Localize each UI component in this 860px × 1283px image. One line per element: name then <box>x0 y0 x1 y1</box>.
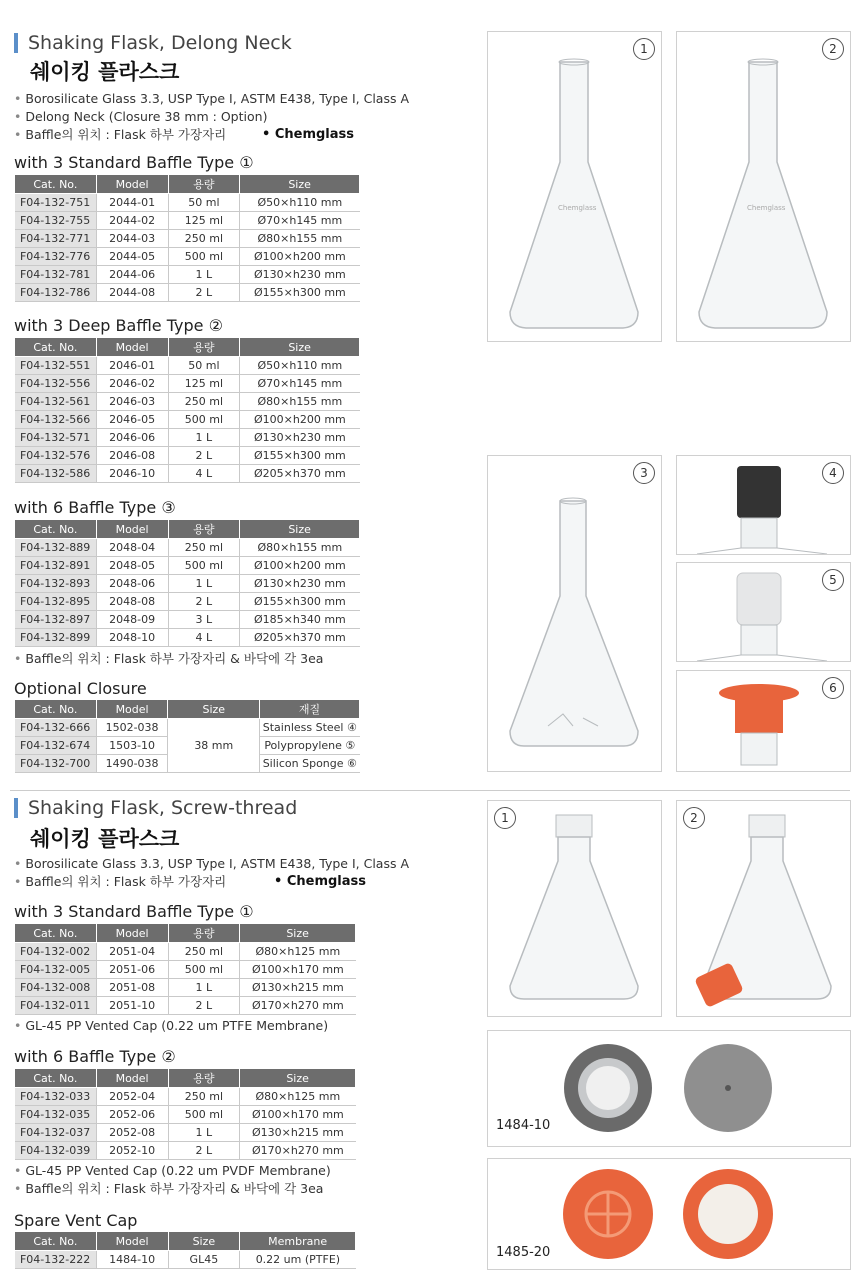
flask-image <box>677 32 850 341</box>
col-header: Model <box>96 520 168 539</box>
closure-size: 38 mm <box>168 719 260 773</box>
flask-with-cap-image <box>677 801 850 1016</box>
table-row: F04-132-566 2046-05 500 ml Ø100×h200 mm <box>15 411 360 429</box>
table-row: F04-132-776 2044-05 500 ml Ø100×h200 mm <box>15 248 360 266</box>
flask-photo-2 <box>676 31 851 342</box>
table-title: with 6 Baffle Type ② <box>14 1047 176 1066</box>
table-row: F04-132-889 2048-04 250 ml Ø80×h155 mm <box>15 539 360 557</box>
table-row: F04-132-008 2051-08 1 L Ø130×h215 mm <box>15 979 356 997</box>
table-row: F04-132-897 2048-09 3 L Ø185×h340 mm <box>15 611 360 629</box>
col-header: 재질 <box>260 700 360 719</box>
col-header: Cat. No. <box>15 1232 97 1251</box>
note: • GL-45 PP Vented Cap (0.22 um PVDF Membrane) <box>14 1163 331 1178</box>
col-header: 용량 <box>168 338 240 357</box>
col-header: Size <box>168 700 260 719</box>
table-row: F04-132-755 2044-02 125 ml Ø70×h145 mm <box>15 212 360 230</box>
col-header: Cat. No. <box>15 924 97 943</box>
table-row: F04-132-899 2048-10 4 L Ø205×h370 mm <box>15 629 360 647</box>
table-row: F04-132-561 2046-03 250 ml Ø80×h155 mm <box>15 393 360 411</box>
cap-model-label: 1484-10 <box>496 1118 551 1133</box>
note: • Baffle의 위치 : Flask 하부 가장자리 & 바닥에 각 3ea <box>14 1181 324 1196</box>
spec-table <box>14 519 360 647</box>
table-row: F04-132-666 1502-038 38 mm Stainless Steel ④ <box>15 719 360 737</box>
col-header: Size <box>240 520 360 539</box>
col-header: 용량 <box>168 1069 240 1088</box>
col-header: 용량 <box>168 175 240 194</box>
spec-table <box>14 1068 356 1160</box>
table-row: F04-132-033 2052-04 250 ml Ø80×h125 mm <box>15 1088 356 1106</box>
photo-number: 4 <box>822 462 844 484</box>
title-accent-bar <box>14 798 18 818</box>
photo-number: 2 <box>822 38 844 60</box>
col-header: Cat. No. <box>15 520 97 539</box>
col-header: Membrane <box>240 1232 356 1251</box>
flask-photo-3 <box>487 455 662 772</box>
photo-number: 2 <box>683 807 705 829</box>
flask-image <box>488 456 661 771</box>
spec-table <box>14 337 360 483</box>
col-header: Model <box>96 175 168 194</box>
col-header: Model <box>96 1232 168 1251</box>
bullet: • Borosilicate Glass 3.3, USP Type I, ASTM E438, Type I, Class A <box>14 91 410 106</box>
section1-korean-title: 쉐이킹 플라스크 <box>30 60 180 84</box>
vent-cap-photo-1484 <box>487 1030 851 1147</box>
vent-cap-table <box>14 1231 356 1269</box>
vent-cap-photo-1485 <box>487 1158 851 1270</box>
col-header: Model <box>96 700 168 719</box>
col-header: Size <box>168 1232 240 1251</box>
bullet: • Baffle의 위치 : Flask 하부 가장자리 <box>14 874 227 889</box>
photo-number: 1 <box>494 807 516 829</box>
table-row: F04-132-005 2051-06 500 ml Ø100×h170 mm <box>15 961 356 979</box>
col-header: Size <box>240 924 356 943</box>
col-header: Size <box>240 175 360 194</box>
table-row: F04-132-551 2046-01 50 ml Ø50×h110 mm <box>15 357 360 375</box>
table-title: with 3 Standard Baffle Type ① <box>14 153 254 172</box>
flask-photo-1 <box>487 31 662 342</box>
col-header: Model <box>96 1069 168 1088</box>
table-row: F04-132-035 2052-06 500 ml Ø100×h170 mm <box>15 1106 356 1124</box>
table-row: F04-132-751 2044-01 50 ml Ø50×h110 mm <box>15 194 360 212</box>
table-row: F04-132-222 1484-10 GL45 0.22 um (PTFE) <box>15 1251 356 1269</box>
svg-text:Chemglass: Chemglass <box>558 204 597 212</box>
col-header: Cat. No. <box>15 338 97 357</box>
table-note: • Baffle의 위치 : Flask 하부 가장자리 & 바닥에 각 3ea <box>14 651 324 666</box>
col-header: 용량 <box>168 520 240 539</box>
brand-label: • Chemglass <box>262 127 355 142</box>
col-header: Cat. No. <box>15 175 97 194</box>
col-header: 용량 <box>168 924 240 943</box>
table-row: F04-132-771 2044-03 250 ml Ø80×h155 mm <box>15 230 360 248</box>
table-note: • GL-45 PP Vented Cap (0.22 um PTFE Membrane) <box>14 1018 329 1033</box>
photo-number: 5 <box>822 569 844 591</box>
table-row: F04-132-011 2051-10 2 L Ø170×h270 mm <box>15 997 356 1015</box>
closure-photo-6 <box>676 670 851 772</box>
table-row: F04-132-571 2046-06 1 L Ø130×h230 mm <box>15 429 360 447</box>
table-row: F04-132-037 2052-08 1 L Ø130×h215 mm <box>15 1124 356 1142</box>
table-row: F04-132-556 2046-02 125 ml Ø70×h145 mm <box>15 375 360 393</box>
col-header: Size <box>240 338 360 357</box>
col-header: Model <box>96 924 168 943</box>
bullet: • Delong Neck (Closure 38 mm : Option) <box>14 109 268 124</box>
closure-table <box>14 699 360 773</box>
table-row: F04-132-893 2048-06 1 L Ø130×h230 mm <box>15 575 360 593</box>
cap-model-label: 1485-20 <box>496 1245 551 1260</box>
section2-title: Shaking Flask, Screw-thread <box>14 797 297 819</box>
table-title: Optional Closure <box>14 679 147 698</box>
table-title: with 3 Deep Baffle Type ② <box>14 316 223 335</box>
table-notes <box>14 1162 331 1198</box>
screw-flask-photo-1 <box>487 800 662 1017</box>
table-row: F04-132-895 2048-08 2 L Ø155×h300 mm <box>15 593 360 611</box>
photo-number: 1 <box>633 38 655 60</box>
bullet: • Baffle의 위치 : Flask 하부 가장자리 <box>14 127 227 142</box>
table-row: F04-132-700 1490-038 Silicon Sponge ⑥ <box>15 755 360 773</box>
table-title: with 6 Baffle Type ③ <box>14 498 176 517</box>
spec-table <box>14 174 360 302</box>
table-title: with 3 Standard Baffle Type ① <box>14 902 254 921</box>
col-header: Model <box>96 338 168 357</box>
table-row: F04-132-039 2052-10 2 L Ø170×h270 mm <box>15 1142 356 1160</box>
flask-image <box>488 32 661 341</box>
table-row: F04-132-586 2046-10 4 L Ø205×h370 mm <box>15 465 360 483</box>
section-divider <box>10 790 850 791</box>
col-header: Cat. No. <box>15 1069 97 1088</box>
screw-flask-photo-2 <box>676 800 851 1017</box>
table-row: F04-132-786 2044-08 2 L Ø155×h300 mm <box>15 284 360 302</box>
brand-label: • Chemglass <box>274 874 367 889</box>
table-row: F04-132-674 1503-10 Polypropylene ⑤ <box>15 737 360 755</box>
bullet: • Borosilicate Glass 3.3, USP Type I, ASTM E438, Type I, Class A <box>14 856 410 871</box>
flask-image <box>488 801 661 1016</box>
photo-number: 6 <box>822 677 844 699</box>
table-row: F04-132-891 2048-05 500 ml Ø100×h200 mm <box>15 557 360 575</box>
closure-photo-4 <box>676 455 851 555</box>
section2-korean-title: 쉐이킹 플라스크 <box>30 827 180 851</box>
col-header: Size <box>240 1069 356 1088</box>
col-header: Cat. No. <box>15 700 97 719</box>
table-title: Spare Vent Cap <box>14 1211 138 1230</box>
closure-photo-5 <box>676 562 851 662</box>
spec-table <box>14 923 356 1015</box>
svg-text:Chemglass: Chemglass <box>747 204 786 212</box>
photo-number: 3 <box>633 462 655 484</box>
table-row: F04-132-576 2046-08 2 L Ø155×h300 mm <box>15 447 360 465</box>
table-row: F04-132-781 2044-06 1 L Ø130×h230 mm <box>15 266 360 284</box>
title-accent-bar <box>14 33 18 53</box>
table-row: F04-132-002 2051-04 250 ml Ø80×h125 mm <box>15 943 356 961</box>
section1-title: Shaking Flask, Delong Neck <box>14 32 292 54</box>
